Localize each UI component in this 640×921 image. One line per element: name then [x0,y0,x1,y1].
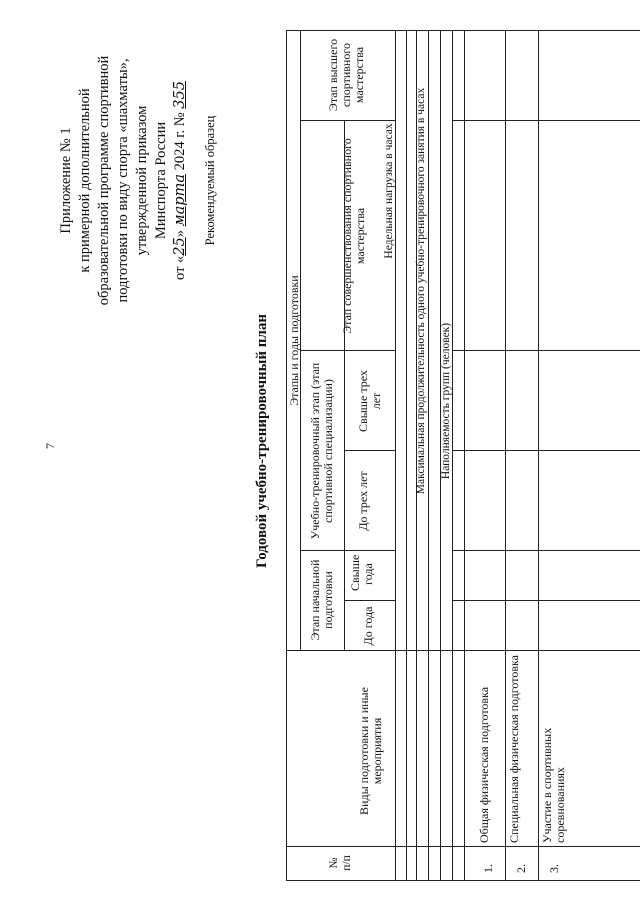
row-3-name: Участие в спортивных соревнованиях [540,727,567,843]
row-3-num: 3. [547,864,561,873]
stages-header: Этапы и годы подготовки [287,275,301,406]
appendix-line-3: образовательной программе спортивной [96,55,112,306]
stage-improvement-header: Этап совершенствования спортивного мастерства [340,138,367,334]
appendix-line-5: утвержденной приказом [134,105,150,256]
recommended-sample: Рекомендуемый образец [203,115,217,246]
appendix-line-4: подготовки по виду спорта «шахматы», [115,58,131,303]
page-number: 7 [43,443,57,449]
row-1-name: Общая физическая подготовка [477,686,491,843]
training-over-3: Свыше трех лет [356,370,383,432]
date-prefix: от « [172,255,188,280]
appendix-line-6: Минспорта России [153,121,169,240]
initial-over-year: Свыше года [348,554,375,591]
date-day: 25 [172,237,188,256]
row-2-num: 2. [514,864,528,873]
max-duration-label: Максимальная продолжительность одного учебно-тренировочного занятия в часах [415,87,427,495]
date-mid: » [172,226,188,238]
col-num-header: № п/п [328,855,353,871]
row-1-num: 1. [481,864,495,873]
col-types-header: Виды подготовки и иные мероприятия [357,687,384,815]
stage-training-header: Учебно-тренировочный этап (этап спортивной специализации) [308,362,335,540]
appendix-date-line [172,0,190,361]
row-2-name: Специальная физическая подготовка [507,655,521,843]
date-number: 355 [172,81,188,109]
plan-title: Годовой учебно-тренировочный план [254,314,270,568]
stage-initial-header: Этап начальной подготовки [308,559,335,641]
weekly-load-label: Недельная нагрузка в часах [383,123,395,259]
stage-highest-header: Этап высшего спортивного мастерства [326,38,366,112]
date-month: марта [172,174,188,227]
date-year: 2024 г. № [172,108,188,175]
appendix-line-2: к примерной дополнительной [77,88,93,273]
group-size-label: Наполняемость групп (человек) [440,322,452,480]
appendix-line-1: Приложение № 1 [58,127,74,234]
training-up-to-3: До трех лет [356,471,370,531]
initial-up-to-year: До года [361,606,375,646]
